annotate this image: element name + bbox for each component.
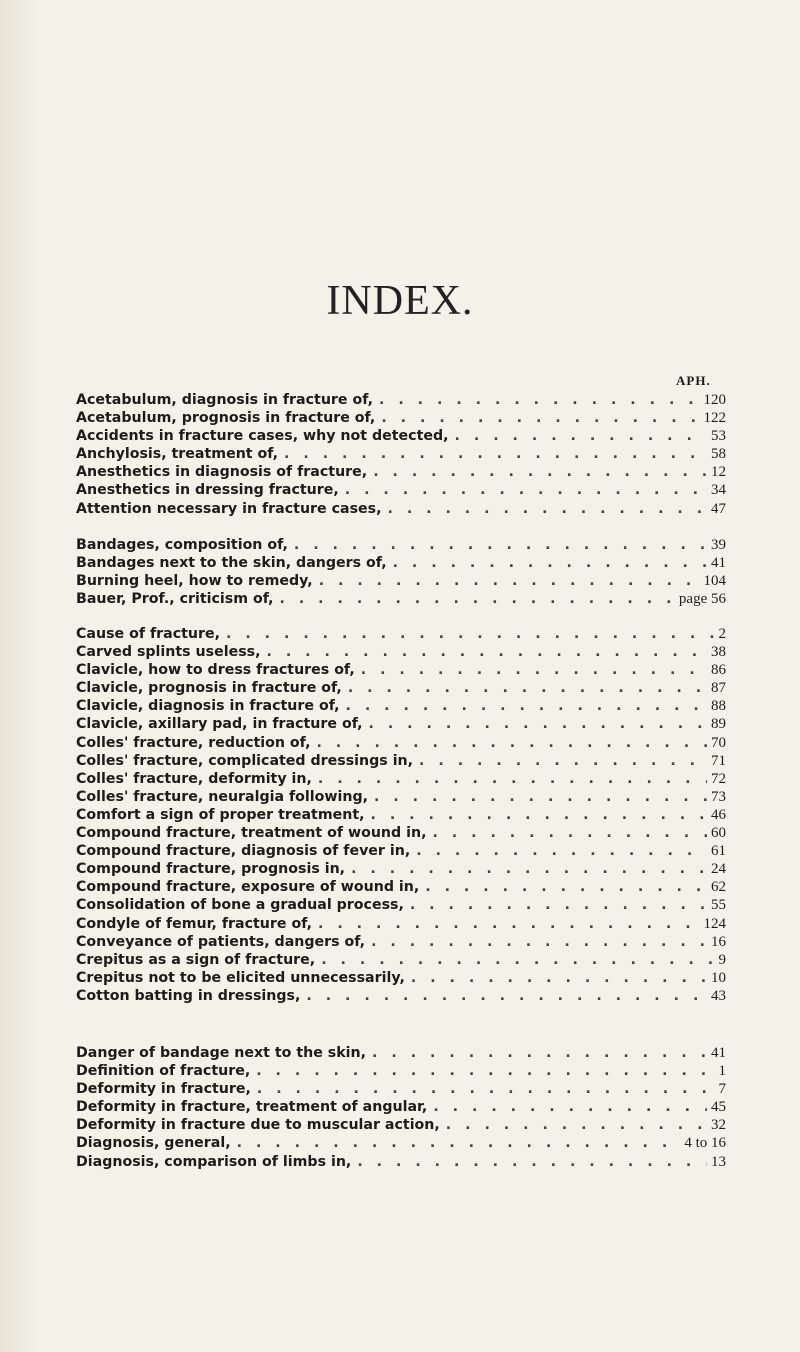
- entry-text: Compound fracture, exposure of wound in,: [76, 879, 420, 896]
- dot-leader: [373, 391, 699, 409]
- entry-text: Colles' fracture, reduction of,: [76, 734, 311, 751]
- index-entry: [76, 409, 726, 427]
- index-entry: [76, 554, 726, 572]
- entry-text: Clavicle, how to dress fractures of,: [76, 662, 355, 679]
- index-entry: [76, 878, 726, 896]
- index-entry: [76, 788, 726, 806]
- dot-leader: [220, 625, 715, 643]
- dot-leader: [340, 697, 707, 715]
- entry-text: Anchylosis, treatment of,: [76, 446, 279, 463]
- dot-leader: [405, 969, 707, 987]
- entry-text: Compound fracture, treatment of wound in,: [76, 825, 427, 842]
- index-entry: [76, 715, 726, 733]
- entry-text: Diagnosis, general,: [76, 1135, 231, 1152]
- index-group-b: [76, 536, 726, 608]
- entry-text: Crepitus as a sign of fracture,: [76, 951, 316, 968]
- dot-leader: [440, 1116, 707, 1134]
- index-entry: [76, 734, 726, 752]
- entry-page-number: 86: [711, 662, 726, 679]
- entry-page-number: page 56: [678, 591, 726, 608]
- entry-text: Acetabulum, prognosis in fracture of,: [76, 410, 376, 427]
- dot-leader: [310, 734, 707, 752]
- index-entry: [76, 842, 726, 860]
- entry-text: Danger of bandage next to the skin,: [76, 1045, 367, 1061]
- entry-text: Deformity in fracture,: [76, 1081, 251, 1098]
- dot-leader: [251, 1080, 715, 1098]
- dot-leader: [363, 715, 708, 733]
- entry-text: Crepitus not to be elicited unnecessarily,: [76, 969, 405, 986]
- entry-page-number: 89: [711, 716, 726, 733]
- entry-page-number: 60: [711, 825, 726, 842]
- entry-text: Deformity in fracture due to muscular action,: [76, 1117, 440, 1134]
- index-entry: [76, 915, 726, 933]
- entry-page-number: 32: [711, 1117, 726, 1134]
- dot-leader: [312, 770, 707, 788]
- entry-page-number: 120: [703, 392, 726, 408]
- entry-text: Condyle of femur, fracture of,: [76, 915, 312, 932]
- entry-text: Colles' fracture, deformity in,: [76, 770, 312, 787]
- entry-page-number: 4 to 16: [684, 1135, 726, 1152]
- index-entry: [76, 806, 726, 824]
- index-entry: [76, 824, 726, 842]
- entry-text: Clavicle, prognosis in fracture of,: [76, 680, 342, 697]
- dot-leader: [250, 1062, 714, 1080]
- index-entry: [76, 1098, 726, 1116]
- page-edge-shading: [0, 0, 40, 1352]
- entry-text: Bandages next to the skin, dangers of,: [76, 555, 387, 572]
- index-entry: [76, 463, 726, 481]
- index-entry: [76, 590, 726, 608]
- entry-text: Carved splints useless,: [76, 644, 261, 661]
- dot-leader: [419, 878, 707, 896]
- entry-page-number: 38: [711, 644, 726, 661]
- index-entry: [76, 445, 726, 463]
- index-entry: [76, 1116, 726, 1134]
- dot-leader: [426, 824, 707, 842]
- entry-page-number: 2: [718, 626, 726, 642]
- index-entry: [76, 951, 726, 969]
- index-entry: [76, 481, 726, 499]
- index-entry: [76, 896, 726, 914]
- index-entry: [76, 697, 726, 715]
- entry-text: Clavicle, diagnosis in fracture of,: [76, 698, 340, 715]
- entry-text: Comfort a sign of proper treatment,: [76, 806, 365, 823]
- entry-page-number: 62: [711, 879, 726, 896]
- dot-leader: [375, 409, 699, 427]
- entry-page-number: 88: [711, 698, 726, 715]
- index-entry: [76, 679, 726, 697]
- dot-leader: [365, 933, 707, 951]
- index-entry: [76, 572, 726, 590]
- entry-text: Compound fracture, diagnosis of fever in,: [76, 843, 411, 860]
- dot-leader: [345, 860, 707, 878]
- index-entry: [76, 1080, 726, 1098]
- index-entry: [76, 933, 726, 951]
- index-entry: [76, 1044, 726, 1062]
- entry-text: Anesthetics in dressing fracture,: [76, 482, 339, 499]
- dot-leader: [315, 951, 714, 969]
- entry-text: Bauer, Prof., criticism of,: [76, 591, 274, 608]
- index-entry: [76, 661, 726, 679]
- entry-page-number: 39: [711, 537, 726, 553]
- index-entry: [76, 625, 726, 643]
- entry-page-number: 43: [711, 987, 726, 1004]
- entry-page-number: 104: [703, 573, 726, 590]
- index-entry: [76, 643, 726, 661]
- dot-leader: [367, 463, 707, 481]
- entry-page-number: 12: [711, 464, 726, 481]
- index-entry: [76, 1062, 726, 1080]
- entry-page-number: 73: [711, 788, 726, 805]
- dot-leader: [404, 896, 707, 914]
- index-group-c: [76, 625, 726, 1005]
- dot-leader: [410, 842, 707, 860]
- entry-page-number: 41: [711, 555, 726, 572]
- entry-page-number: 24: [711, 861, 726, 878]
- dot-leader: [313, 572, 700, 590]
- entry-page-number: 72: [711, 770, 726, 787]
- index-group-d: [76, 1044, 726, 1171]
- entry-text: Compound fracture, prognosis in,: [76, 861, 346, 878]
- entry-text: Definition of fracture,: [76, 1063, 251, 1080]
- entry-page-number: 58: [711, 446, 726, 463]
- entry-text: Colles' fracture, neuralgia following,: [76, 788, 369, 805]
- index-entry: [76, 752, 726, 770]
- entry-text: Acetabulum, diagnosis in fracture of,: [76, 392, 374, 408]
- entry-page-number: 1: [718, 1063, 726, 1080]
- dot-leader: [342, 679, 707, 697]
- entry-text: Consolidation of bone a gradual process,: [76, 897, 404, 914]
- entry-text: Colles' fracture, complicated dressings in,: [76, 752, 414, 769]
- entry-page-number: 71: [711, 752, 726, 769]
- entry-text: Burning heel, how to remedy,: [76, 573, 313, 590]
- entry-text: Accidents in fracture cases, why not detected,: [76, 428, 449, 445]
- entry-text: Bandages, composition of,: [76, 537, 288, 553]
- entry-page-number: 124: [703, 915, 726, 932]
- entry-text: Diagnosis, comparison of limbs in,: [76, 1153, 352, 1170]
- dot-leader: [413, 752, 707, 770]
- entry-page-number: 34: [711, 482, 726, 499]
- entry-page-number: 61: [711, 843, 726, 860]
- entry-text: Deformity in fracture, treatment of angular,: [76, 1099, 428, 1116]
- index-entry: [76, 1134, 726, 1152]
- dot-leader: [365, 806, 707, 824]
- entry-text: Cause of fracture,: [76, 626, 220, 642]
- index-entry: [76, 770, 726, 788]
- dot-leader: [368, 788, 707, 806]
- entry-page-number: 70: [711, 734, 726, 751]
- entry-text: Clavicle, axillary pad, in fracture of,: [76, 716, 363, 733]
- dot-leader: [366, 1044, 707, 1062]
- entry-page-number: 9: [718, 951, 726, 968]
- entry-page-number: 46: [711, 806, 726, 823]
- entry-page-number: 10: [711, 969, 726, 986]
- index-entry: [76, 860, 726, 878]
- dot-leader: [449, 427, 707, 445]
- dot-leader: [339, 481, 707, 499]
- index-entry: [76, 427, 726, 445]
- dot-leader: [278, 445, 707, 463]
- entry-page-number: 13: [711, 1153, 726, 1170]
- index-group-a: [76, 391, 726, 518]
- index-entry: [76, 391, 726, 409]
- entry-text: Cotton batting in dressings,: [76, 987, 301, 1004]
- dot-leader: [260, 643, 707, 661]
- dot-leader: [427, 1098, 707, 1116]
- entry-text: Attention necessary in fracture cases,: [76, 500, 382, 517]
- index-entry: [76, 987, 726, 1005]
- entry-page-number: 87: [711, 680, 726, 697]
- column-header: APH.: [676, 373, 711, 388]
- index-entry: [76, 1153, 726, 1171]
- dot-leader: [381, 500, 707, 518]
- dot-leader: [231, 1134, 681, 1152]
- entry-page-number: 122: [703, 410, 726, 427]
- entry-page-number: 53: [711, 428, 726, 445]
- entry-page-number: 47: [711, 500, 726, 517]
- entry-page-number: 7: [718, 1081, 726, 1098]
- dot-leader: [274, 590, 675, 608]
- entry-text: Conveyance of patients, dangers of,: [76, 933, 366, 950]
- dot-leader: [355, 661, 707, 679]
- dot-leader: [351, 1153, 707, 1171]
- index-entry: [76, 969, 726, 987]
- entry-page-number: 55: [711, 897, 726, 914]
- index-entry: [76, 536, 726, 554]
- dot-leader: [288, 536, 707, 554]
- dot-leader: [300, 987, 707, 1005]
- dot-leader: [312, 915, 700, 933]
- entry-page-number: 45: [711, 1099, 726, 1116]
- entry-text: Anesthetics in diagnosis of fracture,: [76, 464, 368, 481]
- page-title: INDEX.: [326, 278, 474, 324]
- entry-page-number: 41: [711, 1045, 726, 1061]
- index-entry: [76, 500, 726, 518]
- dot-leader: [387, 554, 707, 572]
- entry-page-number: 16: [711, 933, 726, 950]
